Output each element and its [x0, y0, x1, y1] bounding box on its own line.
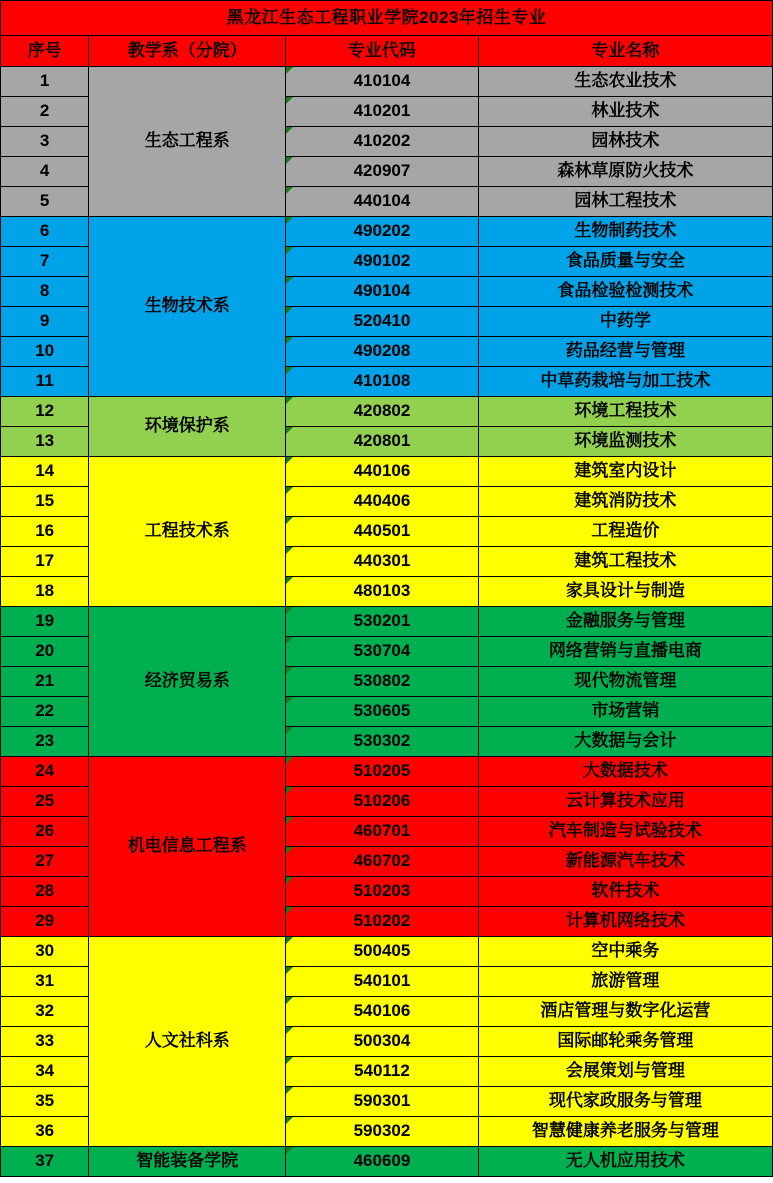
cell-major-name: 国际邮轮乘务管理: [478, 1027, 772, 1057]
cell-sequence-number: 1: [1, 67, 89, 97]
cell-major-code: 440106: [286, 457, 479, 487]
cell-sequence-number: 16: [1, 517, 89, 547]
table-row: [1, 607, 773, 637]
cell-sequence-number: 11: [1, 367, 89, 397]
cell-major-code: 440406: [286, 487, 479, 517]
cell-major-code: 510202: [286, 907, 479, 937]
cell-department: 生物技术系: [89, 217, 286, 397]
cell-major-name: 家具设计与制造: [478, 577, 772, 607]
cell-major-name: 智慧健康养老服务与管理: [478, 1117, 772, 1147]
table-header: [1, 1, 773, 67]
table-row: [1, 217, 773, 247]
cell-department: 生态工程系: [89, 67, 286, 217]
column-header-row: [1, 36, 773, 67]
page-title: 黑龙江生态工程职业学院2023年招生专业: [1, 1, 773, 36]
cell-major-code: 480103: [286, 577, 479, 607]
cell-major-code: 440301: [286, 547, 479, 577]
cell-sequence-number: 18: [1, 577, 89, 607]
cell-major-code: 410104: [286, 67, 479, 97]
cell-major-code: 590302: [286, 1117, 479, 1147]
cell-major-code: 410202: [286, 127, 479, 157]
cell-sequence-number: 2: [1, 97, 89, 127]
cell-major-name: 大数据与会计: [478, 727, 772, 757]
table-row: [1, 67, 773, 97]
cell-sequence-number: 37: [1, 1147, 89, 1177]
cell-major-name: 酒店管理与数字化运营: [478, 997, 772, 1027]
cell-major-code: 510205: [286, 757, 479, 787]
cell-major-name: 工程造价: [478, 517, 772, 547]
cell-major-code: 460702: [286, 847, 479, 877]
cell-major-name: 建筑工程技术: [478, 547, 772, 577]
cell-major-name: 环境工程技术: [478, 397, 772, 427]
cell-sequence-number: 29: [1, 907, 89, 937]
cell-major-code: 490202: [286, 217, 479, 247]
cell-major-code: 500304: [286, 1027, 479, 1057]
cell-major-code: 460609: [286, 1147, 479, 1177]
table-row: [1, 757, 773, 787]
cell-major-name: 森林草原防火技术: [478, 157, 772, 187]
cell-sequence-number: 35: [1, 1087, 89, 1117]
cell-department: 机电信息工程系: [89, 757, 286, 937]
cell-major-name: 网络营销与直播电商: [478, 637, 772, 667]
cell-sequence-number: 13: [1, 427, 89, 457]
cell-major-name: 中药学: [478, 307, 772, 337]
cell-major-name: 空中乘务: [478, 937, 772, 967]
cell-major-name: 金融服务与管理: [478, 607, 772, 637]
cell-major-code: 460701: [286, 817, 479, 847]
cell-sequence-number: 9: [1, 307, 89, 337]
cell-major-name: 药品经营与管理: [478, 337, 772, 367]
cell-major-name: 现代家政服务与管理: [478, 1087, 772, 1117]
cell-major-code: 530605: [286, 697, 479, 727]
cell-sequence-number: 15: [1, 487, 89, 517]
cell-major-code: 440501: [286, 517, 479, 547]
cell-major-code: 540106: [286, 997, 479, 1027]
cell-major-name: 云计算技术应用: [478, 787, 772, 817]
cell-sequence-number: 7: [1, 247, 89, 277]
cell-major-name: 大数据技术: [478, 757, 772, 787]
cell-sequence-number: 21: [1, 667, 89, 697]
table-body: [1, 67, 773, 1177]
cell-sequence-number: 14: [1, 457, 89, 487]
cell-sequence-number: 36: [1, 1117, 89, 1147]
cell-major-name: 软件技术: [478, 877, 772, 907]
cell-major-code: 530201: [286, 607, 479, 637]
cell-major-code: 530704: [286, 637, 479, 667]
cell-department: 智能装备学院: [89, 1147, 286, 1177]
column-header-major-name: 专业名称: [478, 36, 772, 67]
table-row: [1, 457, 773, 487]
cell-major-code: 420802: [286, 397, 479, 427]
cell-sequence-number: 30: [1, 937, 89, 967]
cell-major-name: 生态农业技术: [478, 67, 772, 97]
cell-major-code: 540112: [286, 1057, 479, 1087]
cell-major-code: 410201: [286, 97, 479, 127]
title-row: [1, 1, 773, 36]
cell-major-name: 无人机应用技术: [478, 1147, 772, 1177]
cell-department: 环境保护系: [89, 397, 286, 457]
table-row: [1, 937, 773, 967]
cell-sequence-number: 23: [1, 727, 89, 757]
cell-major-name: 食品检验检测技术: [478, 277, 772, 307]
cell-sequence-number: 31: [1, 967, 89, 997]
cell-major-name: 市场营销: [478, 697, 772, 727]
cell-sequence-number: 22: [1, 697, 89, 727]
cell-sequence-number: 4: [1, 157, 89, 187]
cell-sequence-number: 33: [1, 1027, 89, 1057]
cell-sequence-number: 3: [1, 127, 89, 157]
cell-major-code: 490102: [286, 247, 479, 277]
cell-sequence-number: 8: [1, 277, 89, 307]
cell-major-code: 420907: [286, 157, 479, 187]
cell-sequence-number: 20: [1, 637, 89, 667]
cell-major-name: 生物制药技术: [478, 217, 772, 247]
cell-sequence-number: 26: [1, 817, 89, 847]
cell-major-name: 会展策划与管理: [478, 1057, 772, 1087]
cell-major-code: 510206: [286, 787, 479, 817]
cell-major-name: 园林工程技术: [478, 187, 772, 217]
cell-major-code: 490104: [286, 277, 479, 307]
cell-major-code: 420801: [286, 427, 479, 457]
cell-major-name: 中草药栽培与加工技术: [478, 367, 772, 397]
cell-major-code: 590301: [286, 1087, 479, 1117]
cell-major-name: 林业技术: [478, 97, 772, 127]
column-header-major-code: 专业代码: [286, 36, 479, 67]
table-row: [1, 1147, 773, 1177]
cell-sequence-number: 28: [1, 877, 89, 907]
cell-major-name: 计算机网络技术: [478, 907, 772, 937]
cell-major-code: 530802: [286, 667, 479, 697]
cell-major-code: 520410: [286, 307, 479, 337]
cell-major-name: 建筑消防技术: [478, 487, 772, 517]
cell-sequence-number: 6: [1, 217, 89, 247]
cell-sequence-number: 17: [1, 547, 89, 577]
cell-major-code: 490208: [286, 337, 479, 367]
cell-department: 工程技术系: [89, 457, 286, 607]
cell-sequence-number: 25: [1, 787, 89, 817]
cell-major-code: 440104: [286, 187, 479, 217]
cell-major-name: 园林技术: [478, 127, 772, 157]
cell-sequence-number: 19: [1, 607, 89, 637]
cell-major-name: 汽车制造与试验技术: [478, 817, 772, 847]
column-header-no: 序号: [1, 36, 89, 67]
cell-major-code: 530302: [286, 727, 479, 757]
cell-major-name: 旅游管理: [478, 967, 772, 997]
column-header-department: 教学系（分院）: [89, 36, 286, 67]
cell-sequence-number: 34: [1, 1057, 89, 1087]
cell-major-name: 建筑室内设计: [478, 457, 772, 487]
cell-major-code: 410108: [286, 367, 479, 397]
cell-sequence-number: 24: [1, 757, 89, 787]
cell-major-name: 现代物流管理: [478, 667, 772, 697]
cell-sequence-number: 10: [1, 337, 89, 367]
cell-department: 人文社科系: [89, 937, 286, 1147]
cell-department: 经济贸易系: [89, 607, 286, 757]
cell-sequence-number: 27: [1, 847, 89, 877]
cell-sequence-number: 12: [1, 397, 89, 427]
cell-major-name: 食品质量与安全: [478, 247, 772, 277]
cell-major-code: 510203: [286, 877, 479, 907]
cell-major-name: 新能源汽车技术: [478, 847, 772, 877]
cell-sequence-number: 5: [1, 187, 89, 217]
cell-major-code: 540101: [286, 967, 479, 997]
cell-sequence-number: 32: [1, 997, 89, 1027]
table-row: [1, 397, 773, 427]
cell-major-code: 500405: [286, 937, 479, 967]
cell-major-name: 环境监测技术: [478, 427, 772, 457]
